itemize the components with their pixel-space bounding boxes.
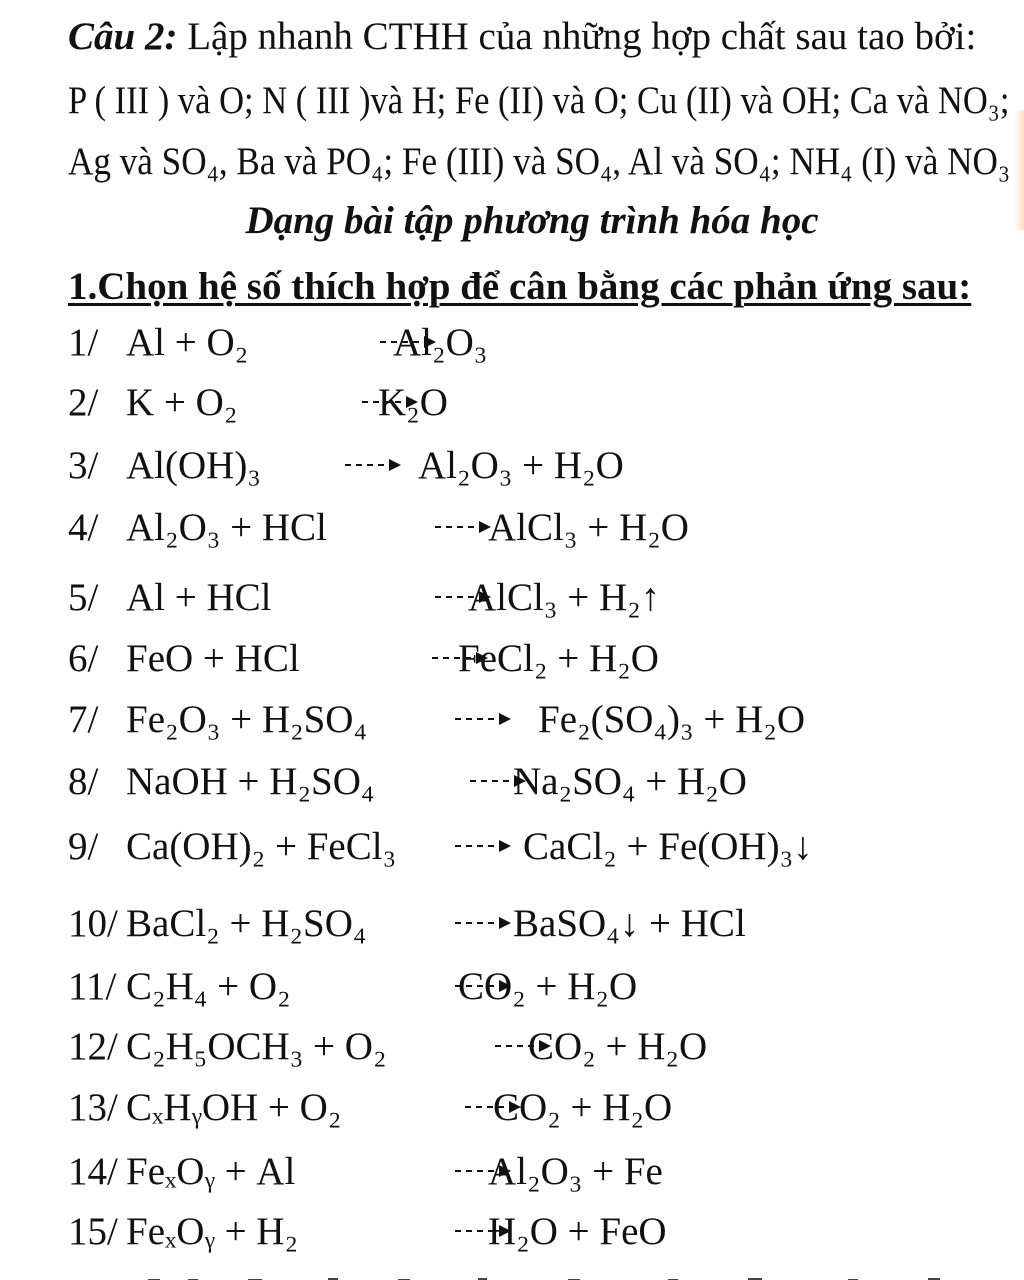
- equation-products: CO₂ + H₂O: [493, 1086, 673, 1129]
- equation-products: Al₂O₃ + H₂O: [418, 444, 624, 487]
- question-label: Câu 2:: [68, 15, 178, 58]
- question-title: Lập nhanh CTHH của những hợp chất sau tao bởi:: [187, 15, 977, 58]
- equation-products: CaCl₂ + Fe(OH)₃↓: [523, 825, 813, 868]
- equation-reactants: NaOH + H₂SO₄: [126, 760, 375, 803]
- equation-products: AlCl₃ + H₂↑: [468, 576, 661, 619]
- equation-reactants: FeₓOᵧ + H₂: [126, 1210, 299, 1253]
- equation-number: 1/: [68, 321, 99, 364]
- equation-products: K₂O: [378, 381, 448, 424]
- equation-number: 4/: [68, 506, 99, 549]
- equation-reactants: Al₂O₃ + HCl: [126, 506, 327, 549]
- equation-reactants: CₓHᵧOH + O₂: [126, 1086, 342, 1129]
- task-title: 1.Chọn hệ số thích hợp để cân bằng các phản ứng sau:: [68, 265, 972, 308]
- equation-products: Na₂SO₄ + H₂O: [513, 760, 747, 803]
- equation-reactants: Al + O₂: [126, 321, 249, 364]
- equation-number: 11/: [68, 965, 117, 1008]
- equation-reactants: Fe₂O₃ + H₂SO₄: [126, 698, 368, 741]
- equation-number: 9/: [68, 825, 99, 868]
- dashed-arrow-icon: [433, 503, 495, 535]
- equation-products: Al₂O₃ + Fe: [488, 1150, 663, 1193]
- cut-off-line-decoration: [148, 1270, 948, 1280]
- dashed-arrow-icon: [453, 695, 515, 727]
- equation-number: 13/: [68, 1086, 118, 1129]
- equation-products: BaSO₄↓ + HCl: [513, 902, 746, 945]
- equation-number: 15/: [68, 1210, 118, 1253]
- question-line-2: Ag và SO₄, Ba và PO₄; Fe (III) và SO₄, Al và SO₄; NH₄ (I) và NO₃: [68, 140, 1011, 183]
- equation-reactants: C₂H₅OCH₃ + O₂: [126, 1025, 387, 1068]
- equation-number: 14/: [68, 1150, 118, 1193]
- dashed-arrow-icon: [453, 899, 515, 931]
- equation-products: AlCl₃ + H₂O: [488, 506, 689, 549]
- equation-products: FeCl₂ + H₂O: [458, 637, 659, 680]
- question-heading: [68, 14, 976, 60]
- equation-number: 8/: [68, 760, 99, 803]
- equation-products: Al₂O₃: [393, 321, 488, 364]
- equation-number: 5/: [68, 576, 99, 619]
- equation-products: CO₂ + H₂O: [528, 1025, 708, 1068]
- equation-reactants: FeₓOᵧ + Al: [126, 1150, 296, 1193]
- section-title: Dạng bài tập phương trình hóa học: [245, 199, 819, 242]
- question-line-1: P ( III ) và O; N ( III )và H; Fe (II) và O; Cu (II) và OH; Ca và NO₃;: [68, 79, 1010, 122]
- equation-reactants: Ca(OH)₂ + FeCl₃: [126, 825, 397, 868]
- equation-reactants: BaCl₂ + H₂SO₄: [126, 902, 367, 945]
- dashed-arrow-icon: [453, 822, 515, 854]
- equation-number: 10/: [68, 902, 118, 945]
- equation-products: Fe₂(SO₄)₃ + H₂O: [538, 698, 806, 741]
- equation-reactants: K + O₂: [126, 381, 238, 424]
- equation-products: H₂O + FeO: [488, 1210, 667, 1253]
- equation-reactants: Al(OH)₃: [126, 444, 261, 487]
- equation-number: 6/: [68, 637, 99, 680]
- equation-number: 7/: [68, 698, 99, 741]
- equation-reactants: C₂H₄ + O₂: [126, 965, 291, 1008]
- equation-number: 12/: [68, 1025, 118, 1068]
- cut-off-text-decoration: [148, 1273, 948, 1280]
- equation-products: CO₂ + H₂O: [458, 965, 638, 1008]
- dashed-arrow-icon: [343, 441, 405, 473]
- equation-reactants: FeO + HCl: [126, 637, 300, 680]
- equation-reactants: Al + HCl: [126, 576, 272, 619]
- equation-number: 2/: [68, 381, 99, 424]
- equation-number: 3/: [68, 444, 99, 487]
